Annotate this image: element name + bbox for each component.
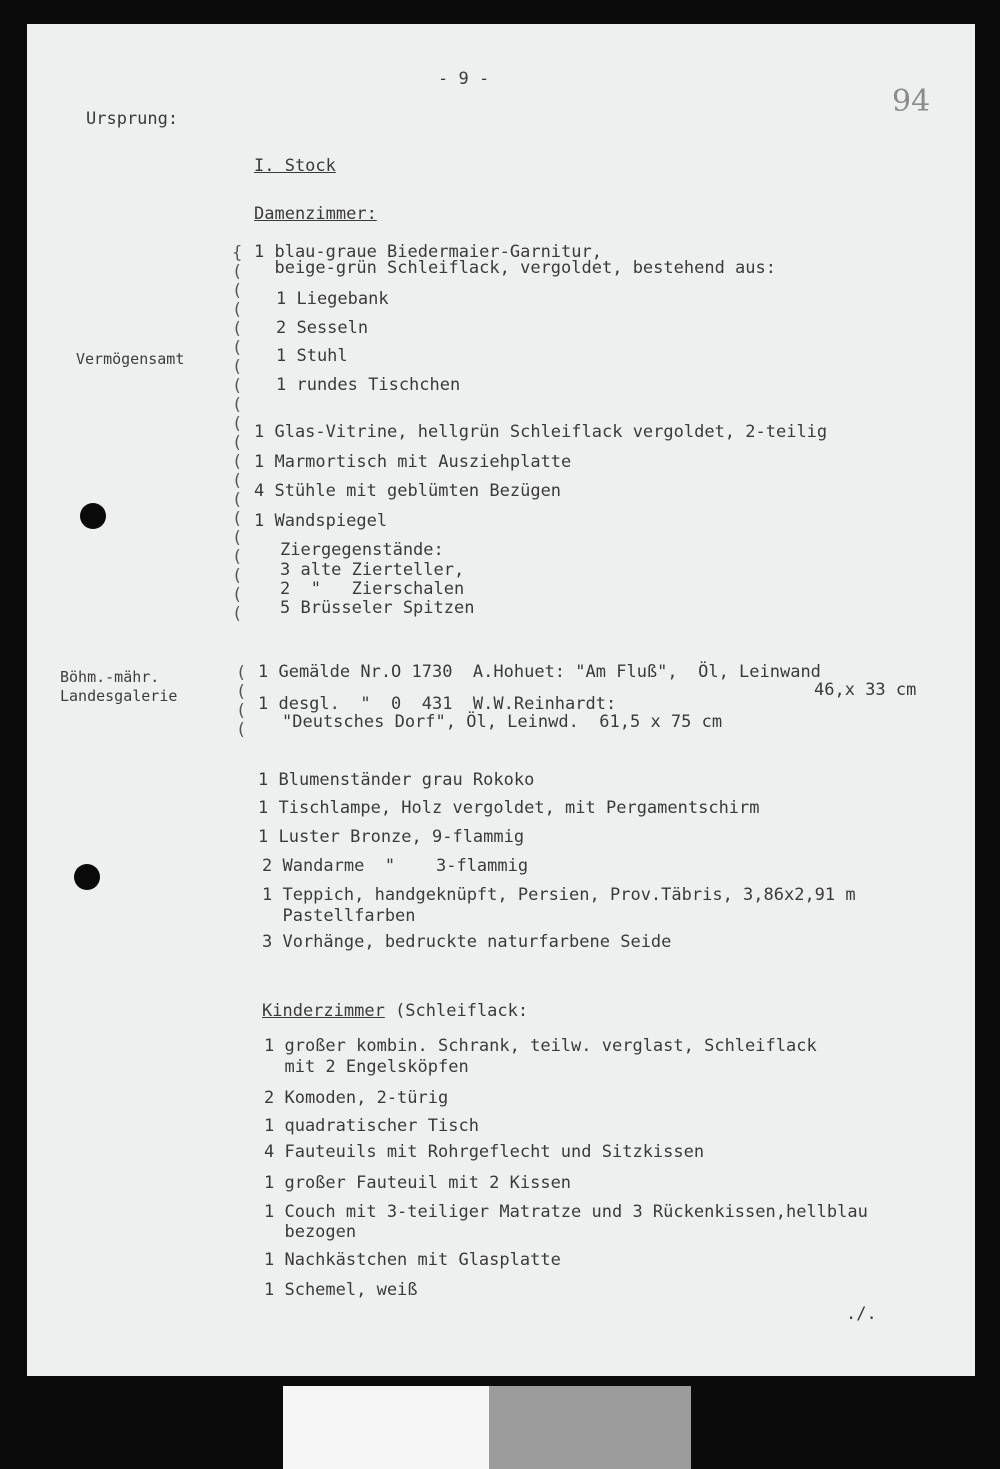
source-label-gallery-line1: Böhm.-mähr. xyxy=(60,668,160,686)
floor-heading: I. Stock xyxy=(254,156,336,176)
list-item: 1 Liegebank xyxy=(276,289,389,309)
source-label-vermoegensamt: Vermögensamt xyxy=(76,350,185,368)
list-item: 1 rundes Tischchen xyxy=(276,375,461,395)
origin-label: Ursprung: xyxy=(86,109,179,129)
room-heading-damenzimmer: Damenzimmer: xyxy=(254,204,377,224)
list-item: Pastellfarben xyxy=(262,906,416,926)
bracket-gallery: ( ( ( ( xyxy=(236,663,247,740)
list-item: 1 blau-graue Biedermaier-Garnitur, xyxy=(254,242,602,262)
list-item: 1 Couch mit 3-teiliger Matratze und 3 Rückenkissen,hellblau xyxy=(264,1202,868,1222)
list-item: 2 Wandarme " 3-flammig xyxy=(262,856,529,876)
list-item: 5 Brüsseler Spitzen xyxy=(280,598,475,618)
list-item: 4 Stühle mit geblümten Bezügen xyxy=(254,481,562,501)
list-item: bezogen xyxy=(264,1222,357,1242)
list-item: 1 Nachkästchen mit Glasplatte xyxy=(264,1250,561,1270)
handwritten-folio-number: 94 xyxy=(892,84,931,119)
list-item: 1 Luster Bronze, 9-flammig xyxy=(258,827,525,847)
list-item: 1 Marmortisch mit Ausziehplatte xyxy=(254,452,572,472)
continuation-mark: ./. xyxy=(846,1304,877,1324)
punch-hole xyxy=(80,503,106,529)
gallery-line-dimensions: 46,x 33 cm xyxy=(814,680,917,700)
list-item: 1 quadratischer Tisch xyxy=(264,1116,479,1136)
scan-calibration-white xyxy=(283,1386,489,1469)
list-item: 1 Stuhl xyxy=(276,346,348,366)
list-item: 2 Komoden, 2-türig xyxy=(264,1088,449,1108)
gallery-line: 1 Gemälde Nr.O 1730 A.Hohuet: "Am Fluß", Öl, Leinwand xyxy=(258,662,821,682)
list-item: 1 Wandspiegel xyxy=(254,511,388,531)
room-heading-kinderzimmer xyxy=(262,1002,528,1021)
list-item: 1 Blumenständer grau Rokoko xyxy=(258,770,535,790)
room-heading-kinderzimmer-note: (Schleiflack: xyxy=(384,1001,529,1021)
gallery-line: 1 desgl. " 0 431 W.W.Reinhardt: xyxy=(258,694,617,714)
list-item: 2 " Zierschalen xyxy=(280,579,465,599)
list-item: Ziergegenstände: xyxy=(280,540,444,560)
list-item: 1 großer kombin. Schrank, teilw. verglast, Schleiflack xyxy=(264,1036,817,1056)
gallery-line: "Deutsches Dorf", Öl, Leinwd. 61,5 x 75 cm xyxy=(282,712,723,732)
list-item: 3 alte Zierteller, xyxy=(280,560,465,580)
source-label-gallery-line2: Landesgalerie xyxy=(60,687,178,705)
list-item: 3 Vorhänge, bedruckte naturfarbene Seide xyxy=(262,932,672,952)
punch-hole xyxy=(74,864,100,890)
list-item: 4 Fauteuils mit Rohrgeflecht und Sitzkissen xyxy=(264,1142,705,1162)
page-number: - 9 - xyxy=(438,69,490,89)
list-item: mit 2 Engelsköpfen xyxy=(264,1057,469,1077)
bracket-vermoegensamt: { ( ( ( ( ( ( ( ( ( ( ( ( ( ( ( ( ( ( ( xyxy=(232,243,243,624)
list-item: 1 Teppich, handgeknüpft, Persien, Prov.Täbris, 3,86x2,91 m xyxy=(262,885,856,905)
list-item: beige-grün Schleiflack, vergoldet, bestehend aus: xyxy=(254,258,776,278)
list-item: 1 großer Fauteuil mit 2 Kissen xyxy=(264,1173,572,1193)
list-item: 1 Glas-Vitrine, hellgrün Schleiflack vergoldet, 2-teilig xyxy=(254,422,828,442)
list-item: 1 Schemel, weiß xyxy=(264,1280,418,1300)
list-item: 1 Tischlampe, Holz vergoldet, mit Pergamentschirm xyxy=(258,798,760,818)
list-item: 2 Sesseln xyxy=(276,318,369,338)
scan-calibration-grey xyxy=(489,1386,691,1469)
room-heading-kinderzimmer-title: Kinderzimmer xyxy=(262,1001,385,1021)
